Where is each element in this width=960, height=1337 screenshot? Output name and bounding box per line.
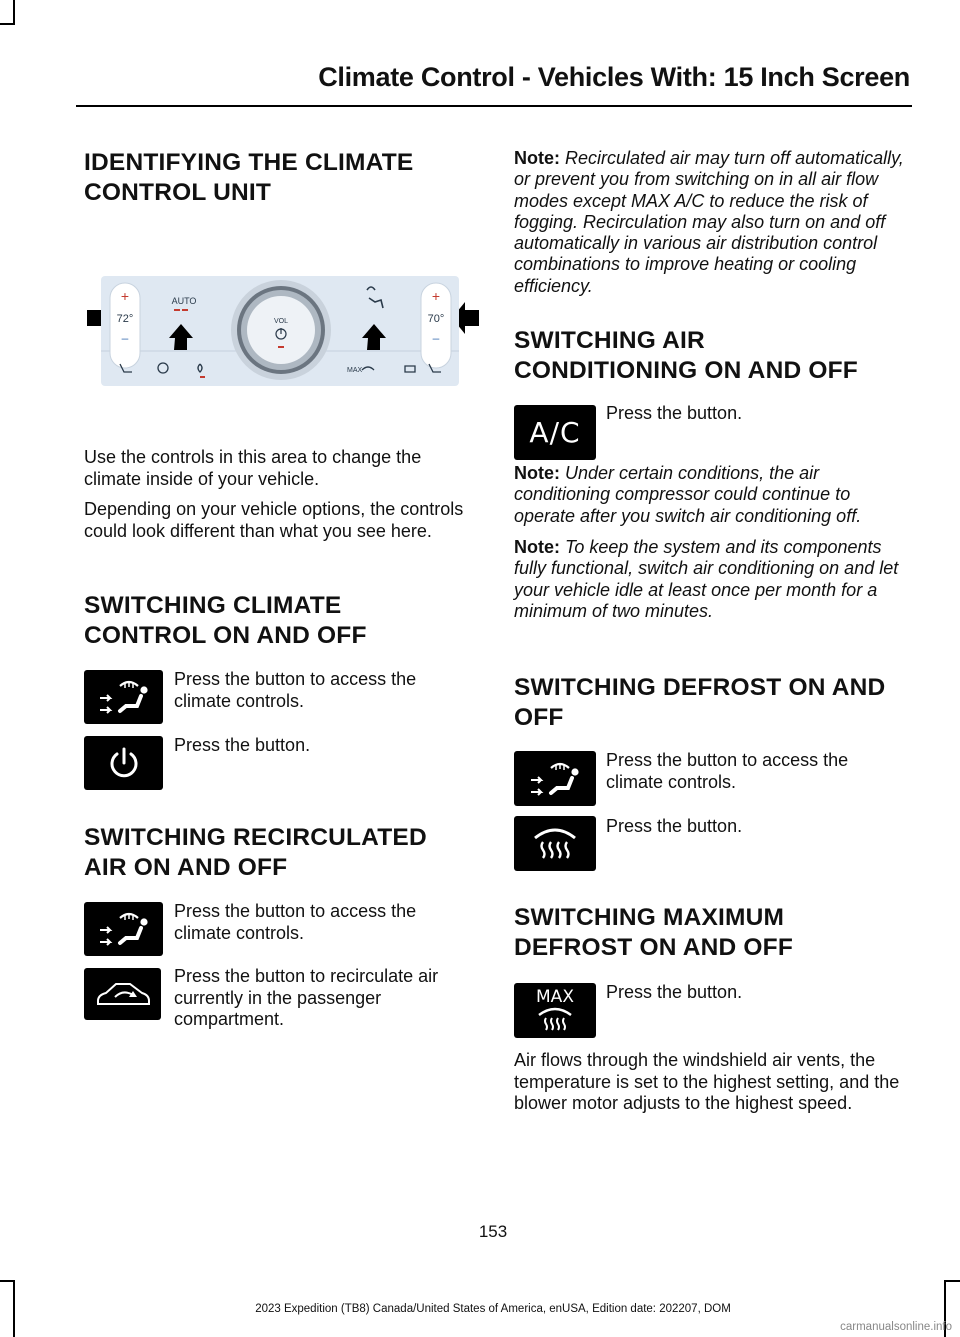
section-heading (84, 148, 413, 208)
panel-svg (85, 268, 481, 392)
recirculation-button-icon (84, 968, 161, 1020)
auto-label: AUTO (171, 296, 197, 306)
note-label: Note: (514, 537, 560, 557)
step-text: Press the button to access the climate controls. (174, 901, 417, 943)
note-text: To keep the system and its components fully functional, switch air conditioning on and let your vehicle idle at least once per month for a minimum of two minutes. (514, 537, 899, 621)
right-temp-minus: – (432, 331, 440, 345)
vol-label: VOL (273, 318, 289, 325)
step-text: Press the button to recirculate air currently in the passenger compartment. (174, 966, 439, 1029)
section-heading (514, 326, 858, 386)
power-icon (104, 743, 144, 783)
edition-footer: 2023 Expedition (TB8) Canada/United States of America, enUSA, Edition date: 202207, DOM (255, 1303, 731, 1315)
step-text: Press the button. (606, 816, 743, 836)
crop-mark (13, 0, 15, 24)
crop-mark (0, 1280, 15, 1282)
section-heading (514, 903, 793, 963)
max-defrost-button-icon (514, 983, 596, 1038)
windshield-defrost-icon (530, 824, 580, 864)
climate-icon (525, 758, 585, 800)
heading-line: SWITCHING RECIRCULATED (84, 824, 427, 851)
heading-line: SWITCHING DEFROST ON AND (514, 674, 886, 701)
heading-line: IDENTIFYING THE CLIMATE (84, 149, 414, 176)
body-paragraph: Air flows through the windshield air vents, the temperature is set to the highest setting, and the blower motor adjusts to the highest speed. (514, 1050, 900, 1113)
watermark: carmanualsonline.info (840, 1321, 952, 1333)
climate-icon (94, 676, 154, 718)
note-text: Under certain conditions, the air conditioning compressor could continue to operate after you switch air conditioning off. (514, 463, 862, 526)
heading-line: CONTROL ON AND OFF (84, 622, 367, 649)
max-icon-label: MAX (536, 986, 574, 1007)
right-temp-plus: + (431, 288, 441, 304)
defrost-button-icon (514, 816, 596, 871)
left-temp-minus: – (121, 331, 129, 345)
heading-line: CONDITIONING ON AND OFF (514, 357, 858, 384)
left-temp-plus: + (120, 288, 130, 304)
heading-line: CONTROL UNIT (84, 179, 272, 206)
intro-paragraph: Use the controls in this area to change the climate inside of your vehicle. (84, 447, 422, 489)
crop-mark (0, 23, 15, 25)
heading-line: OFF (514, 704, 564, 731)
recirculate-car-icon (93, 977, 153, 1011)
section-heading (84, 823, 427, 883)
step-text: Press the button. (606, 982, 743, 1002)
left-temp-value: 72° (116, 313, 134, 325)
step-text: Press the button. (606, 403, 743, 423)
windshield-defrost-icon (535, 1006, 575, 1032)
step-text: Press the button. (174, 735, 311, 755)
ac-button-icon (514, 405, 596, 460)
ac-icon-label: A/C (529, 416, 581, 449)
climate-icon (94, 908, 154, 950)
note-label: Note: (514, 463, 560, 483)
heading-line: SWITCHING CLIMATE (84, 592, 342, 619)
climate-access-button-icon (84, 902, 163, 956)
max-label: MAX (347, 367, 363, 374)
note-label: Note: (514, 148, 560, 168)
page-header-title: Climate Control - Vehicles With: 15 Inch Screen (318, 62, 910, 92)
climate-access-button-icon (84, 670, 163, 724)
heading-line: SWITCHING MAXIMUM (514, 904, 785, 931)
note-paragraph (514, 537, 908, 622)
climate-access-button-icon (514, 751, 596, 806)
header-rule (76, 105, 912, 107)
right-temp-value: 70° (427, 313, 445, 325)
crop-mark (944, 1280, 960, 1282)
heading-line: DEFROST ON AND OFF (514, 934, 793, 961)
note-paragraph (514, 463, 908, 527)
note-text: Recirculated air may turn off automatically, or prevent you from switching on in all air flow modes except MAX A/C to reduce the risk of fogging. Recirculation may also turn on and off automatically in various air distribution control combinations to improve heating or cooling efficiency. (514, 148, 904, 296)
note-paragraph (514, 148, 908, 297)
climate-control-panel-illustration (85, 268, 481, 392)
step-text: Press the button to access the climate controls. (606, 750, 849, 792)
section-heading (514, 673, 885, 733)
section-heading (84, 591, 367, 651)
page-number: 153 (478, 1222, 508, 1241)
heading-line: AIR ON AND OFF (84, 854, 288, 881)
intro-paragraph: Depending on your vehicle options, the controls could look different than what you see here. (84, 499, 464, 541)
heading-line: SWITCHING AIR (514, 327, 705, 354)
step-text: Press the button to access the climate controls. (174, 669, 417, 711)
power-button-icon (84, 736, 163, 790)
